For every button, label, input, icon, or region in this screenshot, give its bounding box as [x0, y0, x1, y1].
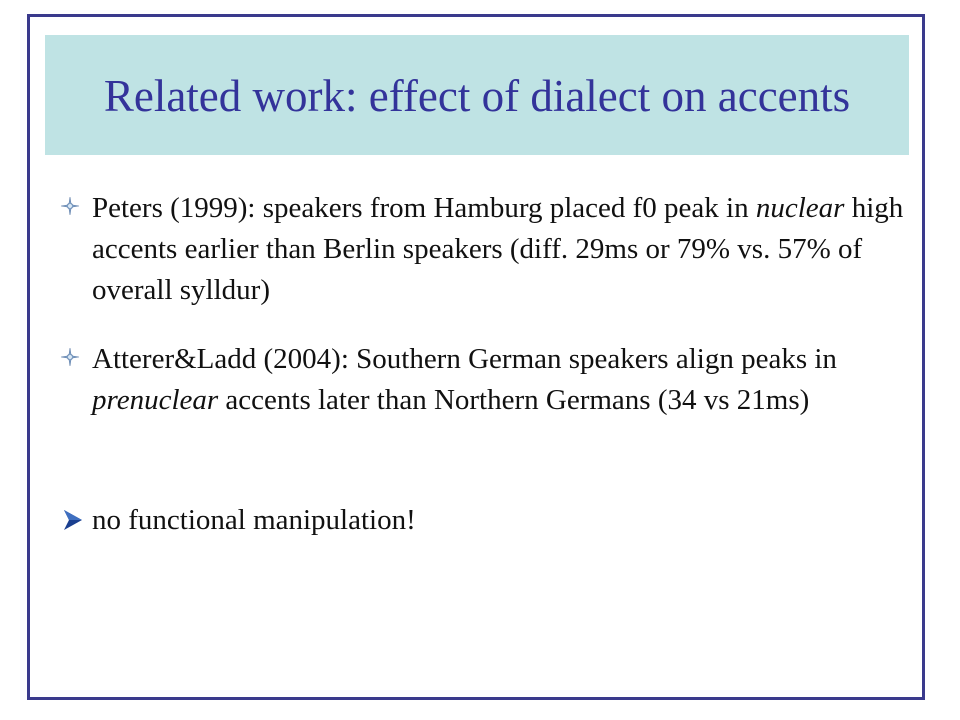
title-band: [45, 35, 909, 155]
bullet-item-peters: [60, 188, 920, 311]
slide-title: Related work: effect of dialect on accents: [103, 71, 851, 121]
sparkle-bullet-icon: [60, 347, 80, 367]
conclusion-line: [62, 500, 416, 541]
conclusion-text: no functional manipulation!: [92, 504, 416, 536]
bullet-item-atterer-ladd: [60, 339, 920, 421]
emphasis-nuclear: nuclear: [755, 192, 845, 224]
bullet-text: Atterer&Ladd (2004): Southern German speakers align peaks in prenuclear accents later than Northern Germans (34 vs 21ms): [92, 343, 837, 416]
emphasis-prenuclear: prenuclear: [92, 384, 219, 416]
sparkle-bullet-icon: [60, 196, 80, 216]
arrow-right-icon: [62, 508, 84, 532]
bullet-list: [60, 188, 920, 449]
bullet-text: Peters (1999): speakers from Hamburg placed f0 peak in nuclear high accents earlier than Berlin speakers (diff. 29ms or 79% vs. 57% of overall sylldur): [92, 192, 904, 306]
